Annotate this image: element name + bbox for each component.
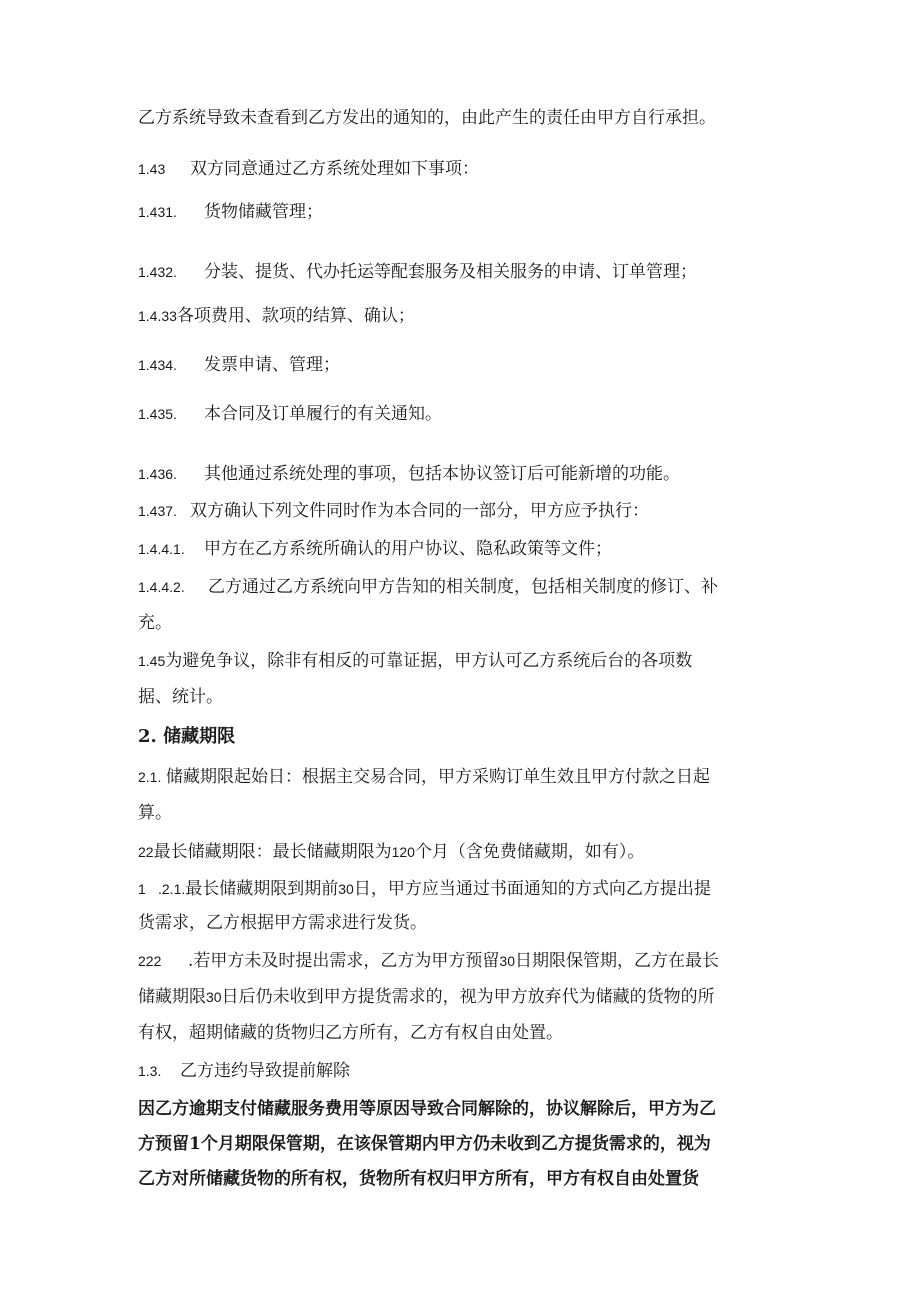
clause-1-4-33: [138, 305, 415, 327]
clause-1-45: [138, 650, 692, 672]
clause-number: 1.4.33: [138, 308, 177, 324]
clause-text: 甲方在乙方系统所确认的用户协议、隐私政策等文件；: [204, 539, 612, 559]
section-heading: [138, 726, 235, 748]
clause-text: 双方同意通过乙方系统处理如下事项：: [190, 159, 479, 179]
clause-1-437: [138, 500, 649, 522]
clause-text: 其他通过系统处理的事项，包括本协议签订后可能新增的功能。: [204, 464, 680, 484]
clause-number: 2.1.: [138, 769, 162, 785]
clause-text: 本合同及订单履行的有关通知。: [204, 404, 442, 424]
line-text: 充。: [138, 613, 172, 633]
clause-number-suffix: .2.1.: [158, 881, 186, 897]
clause-number: 1.435.: [138, 406, 177, 422]
clause-text: 货物储藏管理；: [204, 202, 323, 222]
clause-number: 1.431.: [138, 204, 177, 220]
paragraph-line: [138, 802, 172, 824]
days-value: 30: [499, 953, 515, 969]
clause-1-434: [138, 354, 340, 376]
line-text: 日后仍未收到甲方提货需求的，视为甲方放弃代为储藏的货物的所: [221, 987, 715, 1007]
line-text: 个月期限保管期，在该保管期内甲方仍未收到乙方提货需求的，视为: [200, 1134, 711, 1154]
clause-1-2-1: [138, 878, 711, 900]
clause-text: 乙方通过乙方系统向甲方告知的相关制度，包括相关制度的修订、补: [208, 577, 718, 597]
clause-number: 1.4.4.2.: [138, 579, 185, 595]
clause-222: [138, 950, 719, 972]
clause-text: 为避免争议，除非有相反的可靠证据，甲方认可乙方系统后台的各项数: [165, 651, 693, 671]
days-value: 30: [206, 989, 222, 1005]
clause-text: 日期限保管期，乙方在最长: [514, 951, 719, 971]
clause-text: 个月（含免费储藏期，如有）。: [414, 842, 645, 862]
paragraph-line: [138, 1022, 563, 1044]
clause-number: 1: [138, 881, 146, 897]
clause-text: 储藏期限起始日：根据主交易合同，甲方采购订单生效且甲方付款之日起: [166, 767, 710, 787]
clause-text: 各项费用、款项的结算、确认；: [176, 306, 415, 326]
line-text: 有权，超期储藏的货物归乙方所有，乙方有权自由处置。: [138, 1023, 563, 1043]
clause-number: 1.45: [138, 653, 166, 669]
clause-number: 1.437.: [138, 503, 177, 519]
clause-1-4-4-2: [138, 576, 718, 598]
clause-text: 发票申请、管理；: [204, 355, 340, 375]
clause-number: 222: [138, 953, 162, 969]
line-text: 乙方系统导致未查看到乙方发出的通知的，由此产生的责任由甲方自行承担。: [138, 108, 716, 128]
clause-text: .若甲方未及时提出需求，乙方为甲方预留: [188, 951, 500, 971]
days-value: 30: [338, 881, 354, 897]
clause-text: 最长储藏期限：最长储藏期限为: [153, 842, 392, 862]
line-text: 据、统计。: [138, 687, 223, 707]
clause-number: 22: [138, 844, 154, 860]
clause-number: 1.434.: [138, 357, 177, 373]
line-text: 算。: [138, 803, 172, 823]
clause-2-2: [138, 841, 644, 863]
section-title: 储藏期限: [163, 726, 236, 747]
line-text: 因乙方逾期支付储藏服务费用等原因导致合同解除的，协议解除后，甲方为乙: [138, 1099, 716, 1119]
clause-text: 乙方违约导致提前解除: [180, 1061, 350, 1081]
clause-number: 1.432.: [138, 264, 177, 280]
clause-text: 最长储藏期限到期前: [185, 879, 339, 899]
paragraph-line: [138, 986, 715, 1008]
clause-text: 分装、提货、代办托运等配套服务及相关服务的申请、订单管理；: [204, 262, 697, 282]
clause-1-43: [138, 158, 479, 180]
bold-paragraph-line: [138, 1168, 699, 1190]
clause-number: 1.436.: [138, 466, 177, 482]
clause-text: 双方确认下列文件同时作为本合同的一部分，甲方应予执行：: [190, 501, 649, 521]
clause-number: 1.3.: [138, 1063, 162, 1079]
line-text: 方预留: [138, 1134, 189, 1154]
bold-paragraph-line: [138, 1133, 711, 1155]
clause-number: 1.43: [138, 161, 166, 177]
duration-value: 120: [391, 844, 415, 860]
paragraph-line: [138, 612, 172, 634]
month-value: 1: [189, 1134, 201, 1154]
line-text: 乙方对所储藏货物的所有权，货物所有权归甲方所有，甲方有权自由处置货: [138, 1169, 699, 1189]
clause-1-431: [138, 201, 323, 223]
clause-1-436: [138, 463, 680, 485]
clause-1-3: [138, 1060, 350, 1082]
line-text: 储藏期限: [138, 987, 206, 1007]
paragraph-line: [138, 912, 427, 934]
paragraph-line: [138, 107, 716, 129]
clause-text: 日，甲方应当通过书面通知的方式向乙方提出提: [353, 879, 711, 899]
clause-1-435: [138, 403, 442, 425]
bold-paragraph-line: [138, 1098, 716, 1120]
line-text: 货需求，乙方根据甲方需求进行发货。: [138, 913, 427, 933]
clause-2-1: [138, 766, 710, 788]
clause-1-4-4-1: [138, 538, 612, 560]
clause-number: 1.4.4.1.: [138, 541, 185, 557]
section-number: 2.: [138, 726, 157, 747]
paragraph-line: [138, 686, 223, 708]
clause-1-432: [138, 261, 697, 283]
